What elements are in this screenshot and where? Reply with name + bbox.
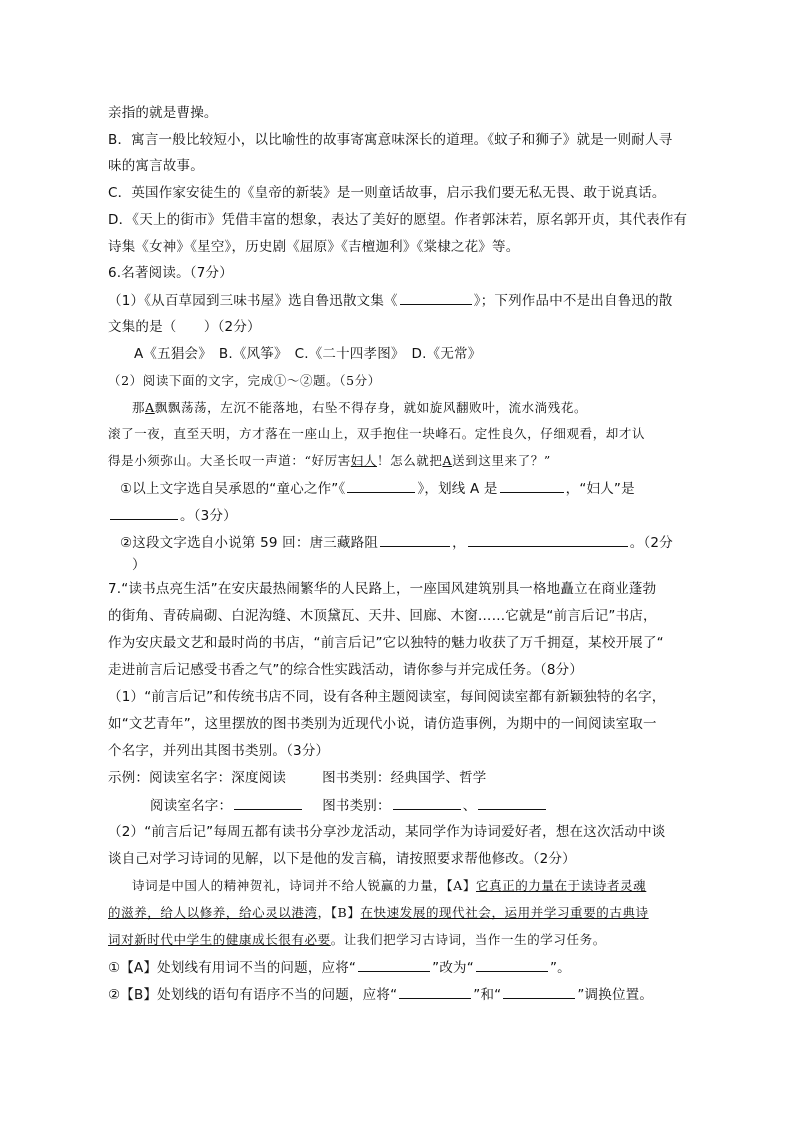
answer-blank[interactable]: [476, 958, 548, 972]
text-segment: ①【A】处划线有用词不当的问题，应将“: [108, 960, 357, 976]
text-segment: 得是小须弥山。大圣长叹一声道：“好厉害: [108, 453, 351, 468]
answer-blank[interactable]: [478, 796, 546, 810]
text-segment: 飘飘荡荡，左沉不能落地，右坠不得存身，就如旋风翻败叶，流水淌残花。: [154, 400, 588, 415]
text-segment: ”改为“: [432, 960, 474, 976]
text-segment: ，“妇人”是: [565, 481, 635, 497]
text-segment: ”和“: [473, 987, 502, 1003]
question-6-heading: 6.名著阅读。（7分）: [108, 265, 233, 281]
text-line: ）: [132, 557, 146, 573]
text-segment: 》，划线 A 是: [417, 481, 498, 497]
text-segment: 。（3分）: [180, 508, 237, 524]
passage-line: 滚了一夜，直至天明，方才落在一座山上，双手抱住一块峰石。定性良久，仔细观看，却才认: [108, 426, 646, 441]
speech-line: [108, 931, 606, 949]
text-segment: ①以上文字选自吴承恩的“童心之作”《: [120, 481, 346, 497]
answer-blank[interactable]: [347, 479, 415, 493]
text-segment: （1）《从百草园到三味书屋》选自鲁迅散文集《: [108, 293, 398, 309]
text-line: 如“文艺青年”，这里摆放的图书类别为近现代小说，请仿造事例，为期中的一间阅读室取一: [108, 716, 657, 732]
answer-blank[interactable]: [110, 506, 178, 520]
answer-blank[interactable]: [468, 533, 628, 547]
question-6-1-line: [108, 291, 673, 310]
text-line: 亲指的就是曹操。: [108, 105, 218, 121]
option-b-line: B．寓言一般比较短小，以比喻性的故事寄寓意味深长的道理。《蚊子和狮子》就是一则耐人寻: [108, 132, 673, 148]
text-line: 文集的是（ ）（2分）: [108, 319, 261, 335]
subquestion-1-line-2: [108, 506, 237, 525]
text-segment: 那: [132, 400, 146, 415]
text-line: 诗集《女神》《星空》，历史剧《屈原》《吉檀迦利》《棠棣之花》等。: [108, 239, 520, 255]
text-segment: ！怎么就把: [377, 453, 443, 468]
text-segment: ，【B】: [317, 905, 361, 920]
example-line: [108, 769, 487, 787]
subquestion-a-line: [108, 958, 571, 977]
underlined-a: A: [442, 453, 453, 468]
text-line: 走进前言后记感受书香之气”的综合性实践活动，请你参与并完成任务。（8分）: [108, 662, 584, 678]
choices-line: A《五猖会》 B.《风筝》 C.《二十四孝图》 D.《无常》: [134, 346, 482, 362]
text-line: 味的寓言故事。: [108, 158, 204, 174]
text-segment: 送到这里来了？”: [452, 453, 551, 468]
subquestion-b-line: [108, 985, 653, 1004]
answer-blank[interactable]: [393, 796, 461, 810]
question-7-1-line: （1）“前言后记”和传统书店不同，设有各种主题阅读室，每间阅读室都有新颖独特的名字，: [108, 689, 666, 705]
text-segment: ，: [452, 535, 466, 551]
text-segment: 图书类别：: [322, 798, 391, 814]
text-segment: 图书类别：经典国学、哲学: [322, 770, 487, 786]
fill-in-line: [150, 796, 548, 815]
passage-line: [132, 399, 587, 417]
underlined-text: 词对新时代中学生的健康成长很有必要: [108, 932, 331, 947]
text-segment: ”。: [549, 960, 571, 976]
answer-blank[interactable]: [400, 291, 472, 305]
underlined-text: 在快速发展的现代社会，运用并学习重要的古典诗: [360, 905, 649, 920]
text-segment: 。（2分: [629, 535, 673, 551]
question-7-2-line: （2）“前言后记”每周五都有读书分享沙龙活动，某同学作为诗词爱好者，想在这次活动中谈: [108, 824, 666, 840]
speech-line: [108, 904, 649, 922]
text-line: 的街角、青砖扁砌、白泥沟缝、木顶黛瓦、天井、回廊、木窗……它就是“前言后记”书店，: [108, 608, 657, 624]
underlined-text: 它真正的力量在于读诗者灵魂: [475, 878, 647, 893]
text-segment: ”调换位置。: [577, 987, 654, 1003]
text-segment: 诗词是中国人的精神贺礼，诗词并不给人锐赢的力量，【A】: [132, 878, 476, 893]
answer-blank[interactable]: [399, 985, 471, 999]
text-segment: 阅读室名字：: [150, 798, 233, 814]
text-line: 作为安庆最文艺和最时尚的书店，“前言后记”它以独特的魅力收获了万千拥趸，某校开展了“: [108, 635, 664, 651]
text-segment: ②这段文字选自小说第 59 回：唐三藏路阻: [120, 535, 379, 551]
underlined-text: 的滋养，给人以修养，给心灵以港湾: [108, 905, 318, 920]
option-d-line: D．《天上的街市》凭借丰富的想象，表达了美好的愿望。作者郭沫若，原名郭开贞，其代表作有: [108, 212, 688, 228]
subquestion-1-line: [120, 479, 635, 498]
answer-blank[interactable]: [358, 958, 430, 972]
underlined-text: 妇人: [350, 453, 377, 468]
text-segment: 》；下列作品中不是出自鲁迅的散: [473, 293, 673, 309]
text-segment: ②【B】处划线的语句有语序不当的问题，应将“: [108, 987, 398, 1003]
text-line: 谈自己对学习诗词的见解，以下是他的发言稿，请按照要求帮他修改。（2分）: [108, 851, 576, 867]
passage-line: [108, 452, 551, 470]
answer-blank[interactable]: [380, 533, 450, 547]
text-segment: 示例：阅读室名字：深度阅读: [108, 770, 287, 786]
question-7-heading: 7.“读书点亮生活”在安庆最热闹繁华的人民路上，一座国风建筑别具一格地矗立在商业蓬勃: [108, 581, 657, 597]
speech-line: [132, 877, 646, 895]
question-6-2-line: （2）阅读下面的文字，完成①～②题。（5分）: [108, 373, 381, 388]
text-segment: 、: [462, 798, 477, 814]
answer-blank[interactable]: [234, 796, 302, 810]
text-segment: 。让我们把学习古诗词，当作一生的学习任务。: [330, 932, 606, 947]
answer-blank[interactable]: [503, 985, 575, 999]
option-c-line: C．英国作家安徒生的《皇帝的新装》是一则童话故事，启示我们要无私无畏、敢于说真话。: [108, 185, 666, 201]
subquestion-2-line: [120, 533, 673, 552]
underlined-a: A: [145, 400, 155, 415]
text-line: 个名字，并列出其图书类别。（3分）: [108, 743, 330, 759]
answer-blank[interactable]: [500, 479, 564, 493]
